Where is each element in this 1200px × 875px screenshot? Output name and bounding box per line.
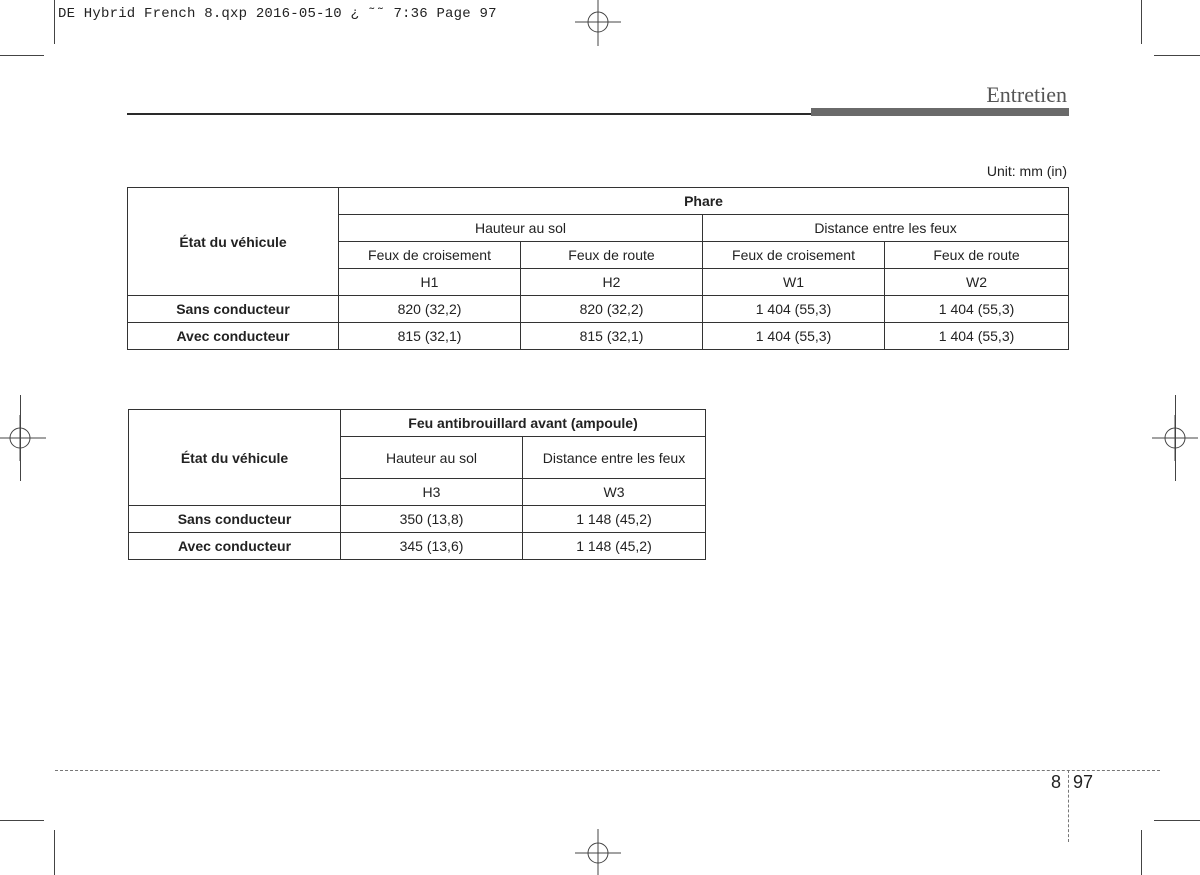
code-cell: W1 <box>703 269 885 296</box>
value-cell: 820 (32,2) <box>339 296 521 323</box>
value-cell: 1 404 (55,3) <box>703 323 885 350</box>
crop-mark <box>0 55 44 56</box>
unit-label: Unit: mm (in) <box>986 163 1067 179</box>
chapter-number: 8 <box>1051 772 1062 792</box>
row-header-cell: État du véhicule <box>129 410 341 506</box>
fog-lamp-aiming-table <box>128 409 706 560</box>
crop-mark <box>54 830 55 875</box>
crop-mark <box>0 820 44 821</box>
group-header-cell: Phare <box>339 188 1069 215</box>
registration-mark-icon <box>575 0 621 46</box>
footer-divider <box>1068 770 1069 842</box>
table-row <box>129 506 706 533</box>
crop-mark <box>54 0 55 44</box>
beam-header-cell: Feux de croisement <box>339 242 521 269</box>
registration-mark-icon <box>0 415 46 461</box>
code-cell: H2 <box>521 269 703 296</box>
header-rule-accent <box>811 108 1069 116</box>
subgroup-header-cell: Hauteur au sol <box>341 437 523 479</box>
row-label-cell: Sans conducteur <box>128 296 339 323</box>
registration-mark-icon <box>575 829 621 875</box>
group-header-cell: Feu antibrouillard avant (ampoule) <box>341 410 706 437</box>
value-cell: 1 148 (45,2) <box>523 506 706 533</box>
subgroup-header-cell: Distance entre les feux <box>703 215 1069 242</box>
value-cell: 1 404 (55,3) <box>885 323 1069 350</box>
page-number: 97 <box>1073 772 1094 792</box>
beam-header-cell: Feux de croisement <box>703 242 885 269</box>
table-row <box>129 533 706 560</box>
beam-header-cell: Feux de route <box>885 242 1069 269</box>
headlamp-aiming-table <box>127 187 1069 350</box>
value-cell: 350 (13,8) <box>341 506 523 533</box>
code-cell: W2 <box>885 269 1069 296</box>
code-cell: H3 <box>341 479 523 506</box>
row-header-cell: État du véhicule <box>128 188 339 296</box>
print-slug: DE Hybrid French 8.qxp 2016-05-10 ¿ ˜˜ 7:36 Page 97 <box>58 6 497 22</box>
row-label-cell: Avec conducteur <box>129 533 341 560</box>
value-cell: 820 (32,2) <box>521 296 703 323</box>
header-rule <box>127 113 811 115</box>
value-cell: 1 148 (45,2) <box>523 533 706 560</box>
value-cell: 1 404 (55,3) <box>703 296 885 323</box>
code-cell: W3 <box>523 479 706 506</box>
crop-mark <box>1154 55 1200 56</box>
row-label-cell: Sans conducteur <box>129 506 341 533</box>
crop-mark <box>1141 0 1142 44</box>
subgroup-header-cell: Hauteur au sol <box>339 215 703 242</box>
footer-rule <box>55 770 1160 771</box>
row-label-cell: Avec conducteur <box>128 323 339 350</box>
crop-mark <box>1154 820 1200 821</box>
subgroup-header-cell: Distance entre les feux <box>523 437 706 479</box>
value-cell: 815 (32,1) <box>521 323 703 350</box>
value-cell: 815 (32,1) <box>339 323 521 350</box>
table-row <box>128 323 1069 350</box>
section-title: Entretien <box>986 82 1067 107</box>
crop-mark <box>1141 830 1142 875</box>
value-cell: 1 404 (55,3) <box>885 296 1069 323</box>
registration-mark-icon <box>1152 415 1198 461</box>
code-cell: H1 <box>339 269 521 296</box>
beam-header-cell: Feux de route <box>521 242 703 269</box>
table-row <box>128 296 1069 323</box>
value-cell: 345 (13,6) <box>341 533 523 560</box>
